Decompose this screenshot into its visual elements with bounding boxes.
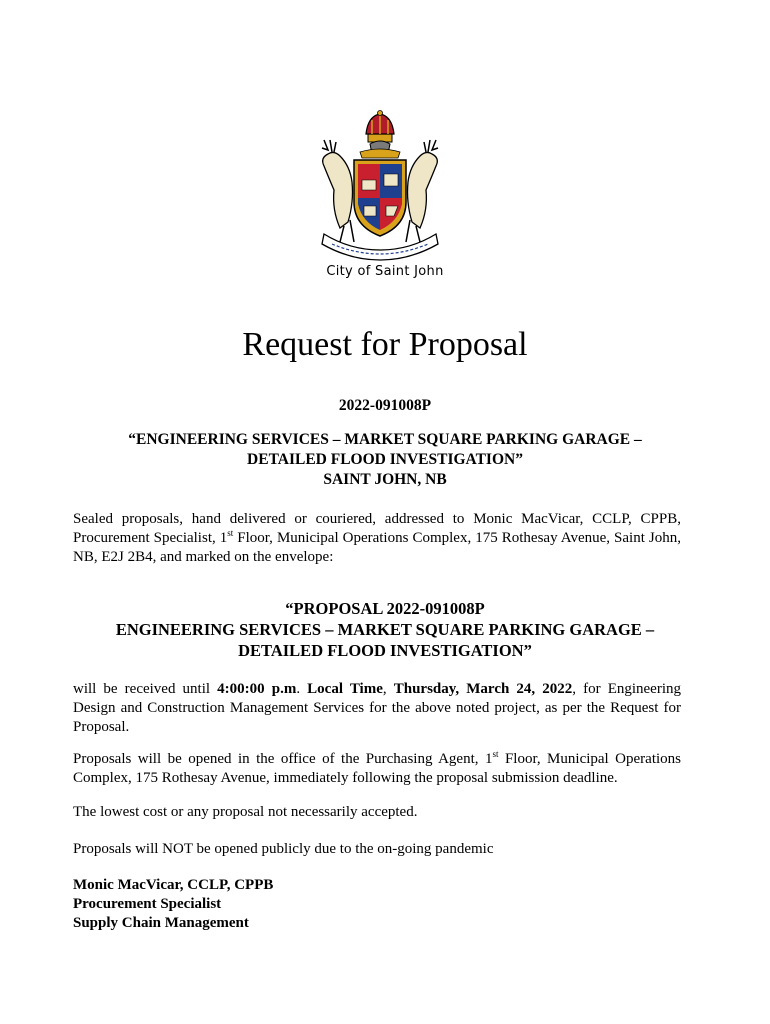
deadline-sep-2: , [382,681,394,697]
intro-text-2: Floor, Municipal Operations Complex, 175 Rothesay Avenue, Saint John, NB, E2J 2B4, and marked on the envelope: [73,530,681,565]
envelope-line-1: “PROPOSAL 2022-091008P [285,599,485,618]
project-title-line-2: DETAILED FLOOD INVESTIGATION” [247,451,523,468]
deadline-date: Thursday, March 24, 2022 [393,681,573,697]
deadline-rest: , for Engineering Design and Construction Management Services for the above noted project, as per the Request for Proposal. [73,681,681,735]
envelope-line-2: ENGINEERING SERVICES – MARKET SQUARE PARKING GARAGE – [115,620,655,639]
project-title [0,430,770,490]
pandemic-note: Proposals will NOT be opened publicly due to the on-going pandemic [73,841,494,857]
envelope-line-3: DETAILED FLOOD INVESTIGATION” [238,641,532,660]
project-title-line-1: “ENGINEERING SERVICES – MARKET SQUARE PARKING GARAGE – [128,431,642,448]
crown-icon [366,111,394,143]
opening-text-2: Floor, Municipal Operations Complex, 175 Rothesay Avenue, immediately following the proposal submission deadline. [73,751,681,786]
project-location: SAINT JOHN, NB [323,471,447,488]
deadline-lead: will be received until [73,681,218,697]
shield-icon [354,160,406,236]
opening-paragraph [73,750,681,788]
city-name: City of Saint John [326,264,444,279]
stag-right-icon [406,140,438,242]
deadline-sep-1: . [296,681,308,697]
deadline-local-time: Local Time [307,681,383,697]
signature-block [73,876,273,933]
submission-instructions [73,510,681,567]
intro-ordinal: st [227,528,234,538]
deadline-time: 4:00:00 p.m [217,681,297,697]
document-title: Request for Proposal [242,326,528,363]
signatory-role: Procurement Specialist [73,896,222,912]
intro-text-1: Sealed proposals, hand delivered or couriered, addressed to Monic MacVicar, CCLP, CPPB, Procurement Specialist, 1 [73,511,681,546]
signatory-department: Supply Chain Management [73,915,249,931]
opening-ordinal: st [492,749,499,759]
stag-left-icon [322,140,354,242]
city-crest-logo [310,110,450,262]
lowest-cost-note: The lowest cost or any proposal not necessarily accepted. [73,804,418,820]
signatory-name: Monic MacVicar, CCLP, CPPB [73,877,274,893]
opening-text-1: Proposals will be opened in the office of the Purchasing Agent, 1 [73,751,493,767]
motto-ribbon [322,234,438,260]
rfp-number: 2022-091008P [338,397,432,414]
envelope-marking [0,598,770,661]
deadline-paragraph [73,680,681,737]
